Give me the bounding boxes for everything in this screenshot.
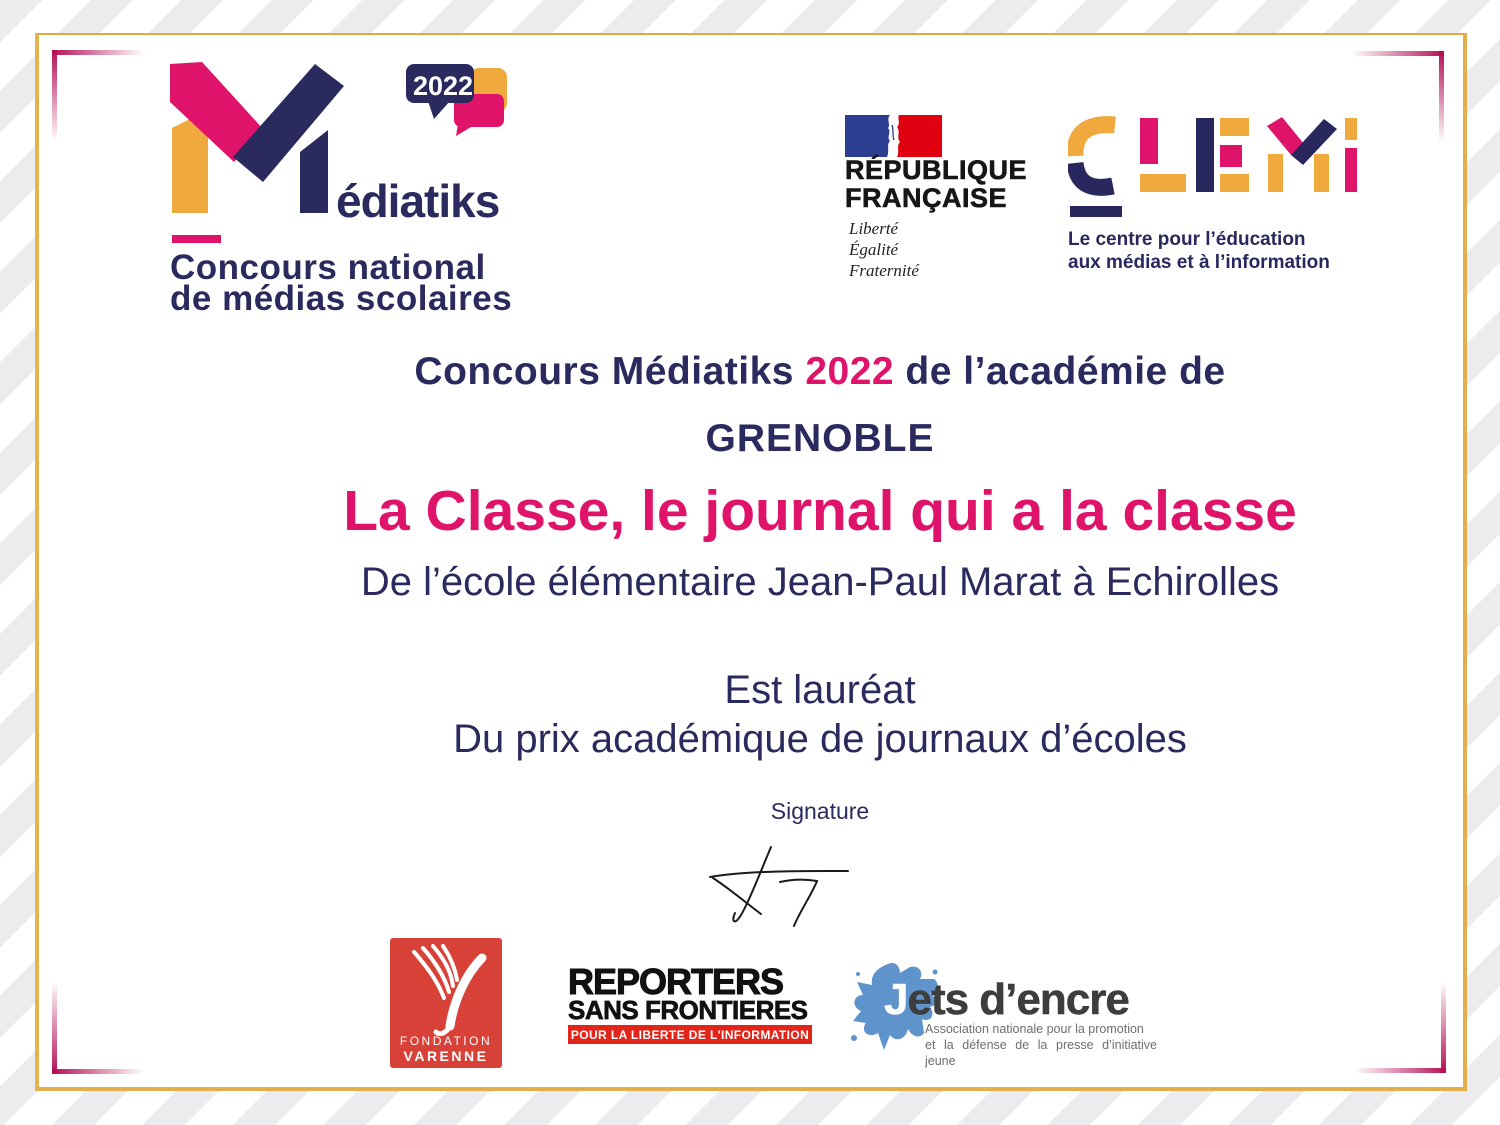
marianne-flag-icon (845, 112, 942, 160)
varenne-text-line1: FONDATION (399, 1034, 493, 1048)
jets-dencre-subtitle (925, 1021, 1157, 1069)
mediatiks-underline-dash (172, 235, 221, 243)
mediatiks-tagline-line2: de médias scolaires (170, 279, 513, 318)
jets-subtitle-line2: et la défense de la presse d’initiative jeune (925, 1038, 1157, 1068)
speech-bubble-2022-badge-icon (400, 58, 512, 138)
rsf-line1: REPORTERS (568, 961, 784, 1002)
contest-intro-line (145, 350, 1495, 394)
laureate-line2: Du prix académique de journaux d’écoles (453, 717, 1187, 761)
clemi-wordmark-icon (1068, 112, 1368, 200)
corner-bracket-top-left (52, 50, 144, 142)
signature-scribble (690, 833, 930, 953)
clemi-tagline-line1: Le centre pour l’éducation (1068, 229, 1306, 250)
clemi-underline-dash (1070, 206, 1122, 217)
rsf-banner: POUR LA LIBERTE DE L'INFORMATION (568, 1025, 812, 1044)
republique-name-line2: FRANÇAISE (845, 183, 1008, 213)
jets-subtitle-line1: Association nationale pour la promotion (925, 1022, 1144, 1036)
republique-name-line1: RÉPUBLIQUE (845, 155, 1028, 185)
clemi-tagline-line2: aux médias et à l’information (1068, 252, 1330, 273)
award-title: La Classe, le journal qui a la classe (343, 479, 1297, 543)
varenne-bird-icon (398, 940, 494, 1036)
jets-name-rest: ets d’encre (907, 975, 1129, 1024)
mediatiks-tagline (170, 248, 570, 318)
motto-liberte: Liberté (849, 219, 899, 238)
republique-motto (849, 218, 919, 281)
badge-year-text: 2022 (413, 71, 474, 101)
school-line: De l’école élémentaire Jean-Paul Marat à Echirolles (360, 560, 1280, 604)
academy-name: GRENOBLE (705, 417, 935, 460)
laureate-line1: Est lauréat (724, 668, 916, 712)
fondation-varenne-logo (390, 938, 502, 1068)
intro-prefix: Concours Médiatiks (414, 350, 806, 393)
corner-bracket-bottom-left (52, 982, 144, 1074)
reporters-sans-frontieres-logo (568, 961, 812, 1044)
mediatiks-tagline-line1: Concours national (170, 248, 486, 287)
intro-year: 2022 (805, 350, 895, 393)
republique-name (845, 156, 1027, 212)
intro-suffix: de l’académie de (894, 350, 1226, 393)
jets-dencre-name (884, 975, 1129, 1025)
jets-name-initial: J (884, 975, 908, 1024)
rsf-line2: SANS FRONTIERES (568, 995, 808, 1025)
motto-fraternite: Fraternité (849, 261, 919, 280)
mediatiks-wordmark: édiatiks (336, 175, 500, 227)
clemi-tagline (1068, 228, 1398, 274)
signature-label: Signature (770, 798, 870, 824)
corner-bracket-bottom-right (1354, 981, 1446, 1073)
varenne-text-line2: VARENNE (403, 1048, 489, 1064)
motto-egalite: Égalité (849, 240, 899, 259)
